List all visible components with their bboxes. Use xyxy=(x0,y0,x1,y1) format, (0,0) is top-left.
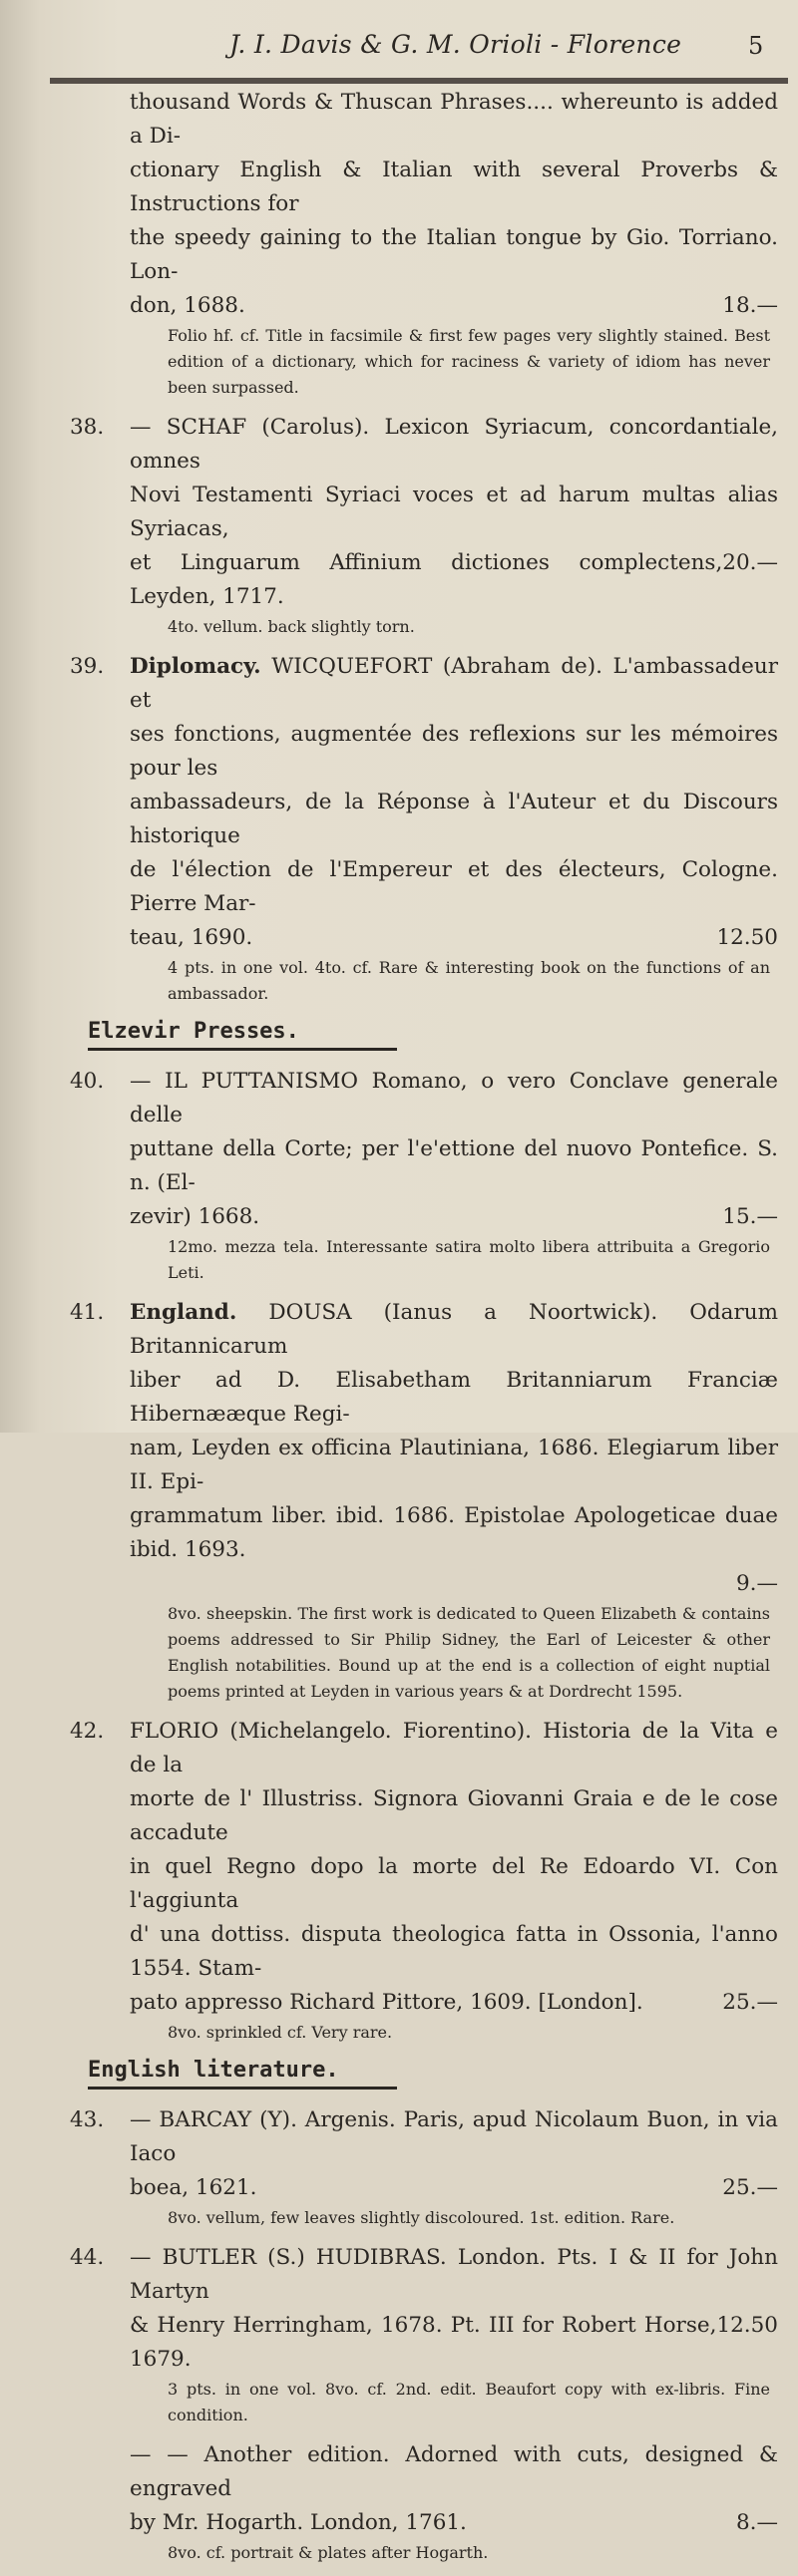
section-heading-english xyxy=(88,2058,778,2090)
entry-line-text: FLORIO (Michelangelo. Fiorentino). Historia de la Vita e de la xyxy=(130,1719,778,1777)
catalogue-entry xyxy=(70,1715,778,2046)
entry-number: 41. xyxy=(70,1300,105,1325)
section-title: Elzevir Presses. xyxy=(88,1019,299,1044)
entry-price: 12.50 xyxy=(716,925,778,950)
entry-text xyxy=(70,1065,778,1234)
entry-line xyxy=(130,86,778,154)
entry-line xyxy=(130,1364,778,1432)
entry-line xyxy=(130,1850,778,1918)
entry-line xyxy=(130,221,778,289)
entry-text xyxy=(70,2103,778,2205)
entry-price: 15.— xyxy=(722,1204,778,1229)
entry-subject: England. xyxy=(130,1300,237,1325)
entry-line xyxy=(130,1065,778,1132)
entry-last-line xyxy=(130,2506,778,2540)
entry-description: 8vo. sheepskin. The first work is dedicated to Queen Elizabeth & contains poems addressed to Sir Philip Sidney, the Earl of Leicester & other English notabilities. Bound up at the end is a collection of eight nuptial poems printed at Leyden in various years & at Dordrecht 1595. xyxy=(168,1604,770,1701)
entry-last-line xyxy=(130,289,778,323)
entry-line-text: in quel Regno dopo la morte del Re Edoardo VI. Con l'aggiunta xyxy=(130,1854,778,1913)
entry-line xyxy=(130,2103,778,2171)
entry-line-text: pato appresso Richard Pittore, 1609. [London]. xyxy=(130,1990,643,2015)
entry-line xyxy=(130,1432,778,1499)
section-underline xyxy=(88,2087,397,2090)
entry-line-text: ambassadeurs, de la Réponse à l'Auteur et du Discours historique xyxy=(130,790,778,848)
entry-price: 20.— xyxy=(722,550,778,575)
entry-text xyxy=(70,2438,778,2540)
entry-number: 42. xyxy=(70,1719,105,1744)
entry-description: 8vo. vellum, few leaves slightly discoloured. 1st. edition. Rare. xyxy=(168,2208,675,2227)
entry-number: 44. xyxy=(70,2245,105,2270)
entry-line-text: ses fonctions, augmentée des reflexions sur les mémoires pour les xyxy=(130,722,778,781)
entry-description: 8vo. sprinkled cf. Very rare. xyxy=(168,2023,393,2042)
entry-line-text: thousand Words & Thuscan Phrases.... whereunto is added a Di- xyxy=(130,90,778,149)
entry-description: 12mo. mezza tela. Interessante satira molto libera attribuita a Gregorio Leti. xyxy=(168,1237,770,1282)
entry-description: 4to. vellum. back slightly torn. xyxy=(168,617,415,636)
entry-description: Folio hf. cf. Title in facsimile & first few pages very slightly stained. Best edition of a dictionary, which for raciness & variety of idiom has never been surpassed. xyxy=(168,326,770,397)
catalogue-body xyxy=(70,86,778,2576)
entry-text xyxy=(70,1715,778,2020)
entry-text xyxy=(70,86,778,323)
entry-price: 12.50 xyxy=(716,2313,778,2338)
entry-description: 8vo. cf. portrait & plates after Hogarth. xyxy=(168,2543,489,2562)
entry-last-line xyxy=(130,2309,778,2377)
catalogue-entry xyxy=(70,86,778,401)
entry-line xyxy=(130,853,778,921)
entry-line-text: boea, 1621. xyxy=(130,2175,257,2200)
entry-line-text: — SCHAF (Carolus). Lexicon Syriacum, concordantiale, omnes xyxy=(130,415,778,474)
entry-price: 25.— xyxy=(722,1990,778,2015)
entry-line xyxy=(130,479,778,546)
catalogue-entry xyxy=(70,2103,778,2231)
entry-line-text: Novi Testamenti Syriaci voces et ad harum multas alias Syriacas, xyxy=(130,483,778,541)
entry-number: 43. xyxy=(70,2107,105,2132)
entry-text xyxy=(70,2241,778,2377)
entry-last-line xyxy=(130,921,778,955)
page-number: 5 xyxy=(748,32,764,60)
section-title: English literature. xyxy=(88,2058,339,2083)
section-underline xyxy=(88,1048,397,1051)
entry-line xyxy=(130,2241,778,2309)
entry-line xyxy=(130,154,778,221)
entry-last-line xyxy=(130,1567,778,1601)
entry-line xyxy=(130,411,778,479)
entry-line xyxy=(130,786,778,853)
entry-line-text: grammatum liber. ibid. 1686. Epistolae Apologeticae duae ibid. 1693. xyxy=(130,1503,778,1562)
entry-line-text: et Linguarum Affinium dictiones complectens, Leyden, 1717. xyxy=(130,550,723,609)
entry-price: 25.— xyxy=(722,2175,778,2200)
catalogue-entry xyxy=(70,1065,778,1286)
entry-line-text: d' una dottiss. disputa theologica fatta in Ossonia, l'anno 1554. Stam- xyxy=(130,1922,778,1981)
entry-line-text: & Henry Herringham, 1678. Pt. III for Robert Horse, 1679. xyxy=(130,2313,717,2372)
running-header xyxy=(0,22,798,66)
entry-line-text: liber ad D. Elisabetham Britanniarum Franciæ Hibernææque Regi- xyxy=(130,1368,778,1427)
entry-price: 18.— xyxy=(722,293,778,318)
entry-line xyxy=(130,1715,778,1782)
entry-last-line xyxy=(130,2171,778,2205)
entries-group-1 xyxy=(70,86,778,1007)
entry-text xyxy=(70,411,778,614)
catalogue-entry xyxy=(70,411,778,640)
entry-line xyxy=(130,650,778,718)
entry-line-text: — BUTLER (S.) HUDIBRAS. London. Pts. I & II for John Martyn xyxy=(130,2245,778,2304)
entry-line xyxy=(130,718,778,786)
entry-number: 40. xyxy=(70,1069,105,1094)
entry-line-text: — IL PUTTANISMO Romano, o vero Conclave generale delle xyxy=(130,1069,778,1127)
entry-line xyxy=(130,1499,778,1567)
section-heading-elzevir xyxy=(88,1019,778,1051)
entry-line-text: by Mr. Hogarth. London, 1761. xyxy=(130,2510,467,2535)
entry-line-text: zevir) 1668. xyxy=(130,1204,260,1229)
catalogue-entry xyxy=(70,2438,778,2566)
entry-line-text: don, 1688. xyxy=(130,293,245,318)
entries-group-2 xyxy=(70,1065,778,2046)
entry-line-text: de l'élection de l'Empereur et des électeurs, Cologne. Pierre Mar- xyxy=(130,857,778,916)
entry-text xyxy=(70,650,778,955)
entry-line xyxy=(130,1782,778,1850)
catalogue-entry xyxy=(70,650,778,1007)
entry-line xyxy=(130,2438,778,2506)
entry-price: 9.— xyxy=(735,1571,778,1596)
entry-line-text: — BARCAY (Y). Argenis. Paris, apud Nicolaum Buon, in via Iaco xyxy=(130,2107,778,2166)
entry-line-text: — — Another edition. Adorned with cuts, designed & engraved xyxy=(130,2442,778,2501)
entry-number: 39. xyxy=(70,654,105,679)
entries-group-3 xyxy=(70,2103,778,2566)
entry-text xyxy=(70,1296,778,1601)
entry-line-text: ctionary English & Italian with several Proverbs & Instructions for xyxy=(130,158,778,216)
catalogue-entry xyxy=(70,1296,778,1705)
header-title: J. I. Davis & G. M. Orioli - Florence xyxy=(229,30,682,59)
entry-last-line xyxy=(130,1200,778,1234)
entry-line-text: WICQUEFORT (Abraham de). L'ambassadeur et xyxy=(130,654,778,713)
entry-line xyxy=(130,1132,778,1200)
catalogue-entry xyxy=(70,2241,778,2428)
entry-line-text: nam, Leyden ex officina Plautiniana, 1686. Elegiarum liber II. Epi- xyxy=(130,1436,778,1494)
entry-line-text: morte de l' Illustriss. Signora Giovanni Graia e de le cose accadute xyxy=(130,1786,778,1845)
entry-description: 3 pts. in one vol. 8vo. cf. 2nd. edit. Beaufort copy with ex-libris. Fine condition. xyxy=(168,2380,770,2424)
entry-subject: Diplomacy. xyxy=(130,654,261,679)
entry-description: 4 pts. in one vol. 4to. cf. Rare & interesting book on the functions of an ambassador. xyxy=(168,958,770,1003)
header-rule xyxy=(50,78,788,84)
entry-price: 8.— xyxy=(735,2510,778,2535)
entry-line-text: the speedy gaining to the Italian tongue by Gio. Torriano. Lon- xyxy=(130,225,778,284)
entry-line-text: DOUSA (Ianus a Noortwick). Odarum Britannicarum xyxy=(130,1300,778,1359)
entry-last-line xyxy=(130,1986,778,2020)
entry-line-text: puttane della Corte; per l'e'ettione del nuovo Pontefice. S. n. (El- xyxy=(130,1136,778,1195)
entry-line-text: teau, 1690. xyxy=(130,925,253,950)
entry-last-line xyxy=(130,546,778,614)
entry-line xyxy=(130,1918,778,1986)
entry-line xyxy=(130,1296,778,1364)
entry-number: 38. xyxy=(70,415,105,440)
